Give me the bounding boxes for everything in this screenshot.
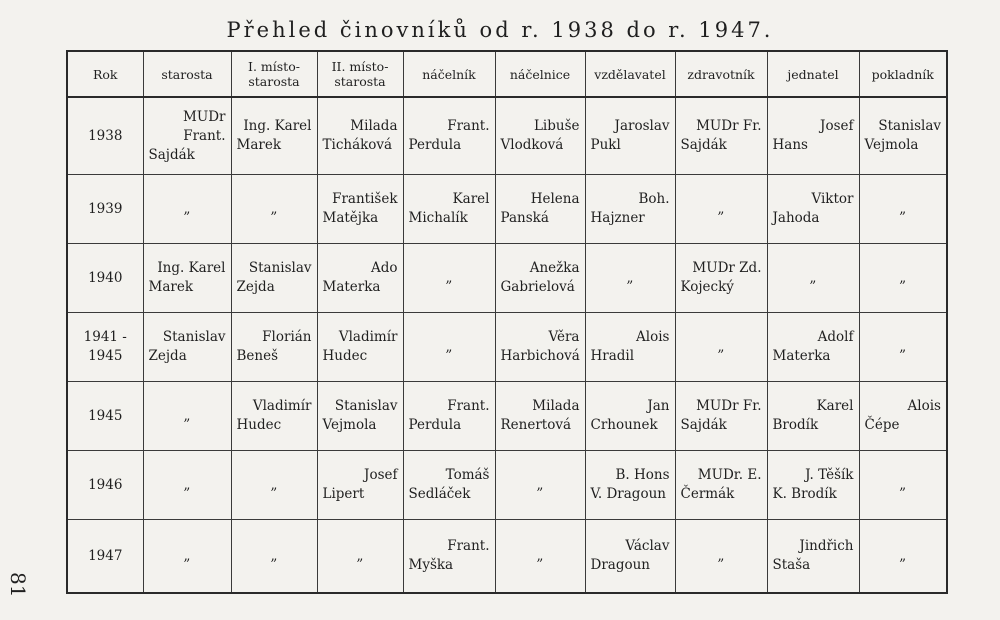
surname: Harbichová: [500, 348, 580, 364]
name-cell: „: [495, 520, 585, 594]
name-cell: „: [403, 244, 495, 313]
name-cell: „: [859, 313, 947, 382]
surname: Hradil: [590, 348, 635, 364]
name-cell: [231, 382, 317, 451]
first-name: Josef: [820, 118, 854, 134]
first-name: Milada: [350, 118, 398, 134]
column-header: II. místo- starosta: [317, 51, 403, 97]
column-header: náčelník: [403, 51, 495, 97]
surname: Michalík: [408, 210, 468, 226]
name-cell: „: [675, 313, 767, 382]
first-name: Florián: [262, 329, 312, 345]
page-number: 81: [6, 572, 30, 598]
surname: Hudec: [322, 348, 368, 364]
first-name: Václav: [625, 538, 670, 554]
name-cell: „: [231, 520, 317, 594]
name-cell: „: [675, 175, 767, 244]
name-cell: [859, 382, 947, 451]
first-name: Alois: [907, 398, 941, 414]
column-header: starosta: [143, 51, 231, 97]
column-header: pokladník: [859, 51, 947, 97]
surname: V. Dragoun: [590, 486, 666, 502]
name-cell: [859, 97, 947, 175]
surname: Crhounek: [590, 417, 658, 433]
column-header: Rok: [67, 51, 143, 97]
name-cell: „: [859, 244, 947, 313]
surname: Perdula: [408, 137, 462, 153]
name-cell: [495, 175, 585, 244]
first-name: MUDr Fr.: [696, 398, 762, 414]
name-cell: [767, 97, 859, 175]
name-cell: „: [403, 313, 495, 382]
column-header: vzdělavatel: [585, 51, 675, 97]
first-name: Vladimír: [338, 329, 398, 345]
first-name: Jindřich: [799, 538, 854, 554]
year-cell: 1947: [67, 520, 143, 594]
surname: Materka: [322, 279, 381, 295]
name-cell: [495, 244, 585, 313]
name-cell: [403, 97, 495, 175]
first-name: Stanislav: [878, 118, 941, 134]
name-cell: [317, 97, 403, 175]
surname: Matějka: [322, 210, 379, 226]
name-cell: [317, 451, 403, 520]
surname: Čépe: [864, 417, 900, 433]
surname: Renertová: [500, 417, 572, 433]
surname: Vlodková: [500, 137, 564, 153]
name-cell: [767, 520, 859, 594]
first-name: Ing. Karel: [243, 118, 312, 134]
table-row: [67, 244, 947, 313]
first-name: MUDr Frant.: [183, 108, 226, 144]
name-cell: „: [143, 520, 231, 594]
surname: Kojecký: [680, 279, 734, 295]
surname: Vejmola: [322, 417, 377, 433]
name-cell: [767, 382, 859, 451]
first-name: Libuše: [533, 118, 580, 134]
name-cell: [495, 382, 585, 451]
surname: Gabrielová: [500, 279, 575, 295]
first-name: Stanislav: [162, 329, 226, 345]
name-cell: [585, 451, 675, 520]
surname: Sajdák: [148, 146, 195, 163]
first-name: Karel: [452, 191, 490, 207]
first-name: Boh.: [638, 191, 670, 207]
first-name: Milada: [532, 398, 580, 414]
name-cell: „: [767, 244, 859, 313]
name-cell: [403, 175, 495, 244]
first-name: Viktor: [811, 191, 854, 207]
column-header: jednatel: [767, 51, 859, 97]
year-cell: 1946: [67, 451, 143, 520]
header-row: [67, 51, 947, 97]
table-row: [67, 520, 947, 594]
name-cell: [675, 382, 767, 451]
name-cell: „: [585, 244, 675, 313]
name-cell: „: [859, 520, 947, 594]
first-name: Frant.: [447, 118, 490, 134]
name-cell: [403, 382, 495, 451]
column-header: I. místo- starosta: [231, 51, 317, 97]
first-name: Věra: [548, 329, 580, 345]
surname: Zejda: [148, 348, 187, 364]
first-name: Jan: [647, 398, 670, 414]
table-row: [67, 313, 947, 382]
officials-table: [66, 50, 948, 594]
name-cell: „: [317, 520, 403, 594]
surname: Hans: [772, 137, 808, 153]
name-cell: [143, 97, 231, 175]
name-cell: [585, 382, 675, 451]
name-cell: „: [231, 175, 317, 244]
table-row: [67, 451, 947, 520]
name-cell: „: [859, 451, 947, 520]
name-cell: [317, 244, 403, 313]
first-name: J. Těšík: [805, 467, 854, 483]
surname: Perdula: [408, 417, 462, 433]
name-cell: [403, 520, 495, 594]
name-cell: [143, 244, 231, 313]
page-title: Přehled činovníků od r. 1938 do r. 1947.: [226, 18, 774, 42]
name-cell: „: [675, 520, 767, 594]
name-cell: [495, 97, 585, 175]
year-cell: 1938: [67, 97, 143, 175]
name-cell: [767, 313, 859, 382]
first-name: Adolf: [817, 329, 854, 345]
name-cell: [317, 175, 403, 244]
name-cell: [231, 313, 317, 382]
first-name: Tomáš: [445, 467, 490, 483]
year-cell: 1939: [67, 175, 143, 244]
first-name: MUDr. E.: [697, 467, 762, 483]
name-cell: „: [143, 175, 231, 244]
first-name: Vladimír: [252, 398, 312, 414]
surname: Ticháková: [322, 137, 393, 153]
first-name: B. Hons: [615, 467, 670, 483]
name-cell: [585, 175, 675, 244]
name-cell: „: [495, 451, 585, 520]
column-header: náčelnice: [495, 51, 585, 97]
name-cell: [585, 97, 675, 175]
name-cell: [231, 244, 317, 313]
year-cell: 1941 - 1945: [67, 313, 143, 382]
name-cell: [317, 313, 403, 382]
first-name: Ado: [370, 260, 398, 276]
surname: Čermák: [680, 486, 735, 502]
column-header: zdravotník: [675, 51, 767, 97]
surname: Vejmola: [864, 137, 919, 153]
name-cell: [767, 175, 859, 244]
first-name: Alois: [636, 329, 670, 345]
year-cell: 1945: [67, 382, 143, 451]
name-cell: „: [859, 175, 947, 244]
surname: Sajdák: [680, 137, 727, 153]
name-cell: „: [143, 382, 231, 451]
name-cell: [675, 97, 767, 175]
table-row: [67, 175, 947, 244]
surname: Panská: [500, 210, 549, 226]
surname: Jahoda: [772, 210, 820, 226]
name-cell: [675, 451, 767, 520]
surname: Beneš: [236, 348, 279, 364]
first-name: MUDr Fr.: [696, 118, 762, 134]
surname: Zejda: [236, 279, 275, 295]
first-name: MUDr Zd.: [692, 260, 762, 276]
first-name: Stanislav: [248, 260, 312, 276]
first-name: Frant.: [447, 538, 490, 554]
first-name: Karel: [816, 398, 854, 414]
surname: Sajdák: [680, 417, 727, 433]
surname: Sedláček: [408, 486, 471, 502]
name-cell: [143, 313, 231, 382]
name-cell: „: [231, 451, 317, 520]
first-name: Anežka: [529, 260, 580, 276]
surname: Lipert: [322, 486, 365, 502]
surname: Pukl: [590, 137, 621, 153]
table-row: [67, 382, 947, 451]
surname: Marek: [148, 279, 193, 295]
first-name: Stanislav: [334, 398, 398, 414]
name-cell: [231, 97, 317, 175]
first-name: Josef: [364, 467, 398, 483]
year-cell: 1940: [67, 244, 143, 313]
name-cell: [585, 313, 675, 382]
first-name: František: [332, 191, 398, 207]
first-name: Jaroslav: [614, 118, 670, 134]
name-cell: [675, 244, 767, 313]
surname: K. Brodík: [772, 486, 837, 502]
name-cell: [495, 313, 585, 382]
surname: Myška: [408, 557, 454, 573]
first-name: Ing. Karel: [157, 260, 226, 276]
name-cell: [317, 382, 403, 451]
table-row: [67, 97, 947, 175]
surname: Brodík: [772, 417, 819, 433]
surname: Dragoun: [590, 557, 650, 573]
surname: Marek: [236, 137, 281, 153]
surname: Hudec: [236, 417, 282, 433]
surname: Materka: [772, 348, 831, 364]
name-cell: „: [143, 451, 231, 520]
name-cell: [767, 451, 859, 520]
first-name: Frant.: [447, 398, 490, 414]
surname: Staša: [772, 557, 811, 573]
surname: Hajzner: [590, 210, 645, 226]
name-cell: [403, 451, 495, 520]
first-name: Helena: [530, 191, 580, 207]
name-cell: [585, 520, 675, 594]
